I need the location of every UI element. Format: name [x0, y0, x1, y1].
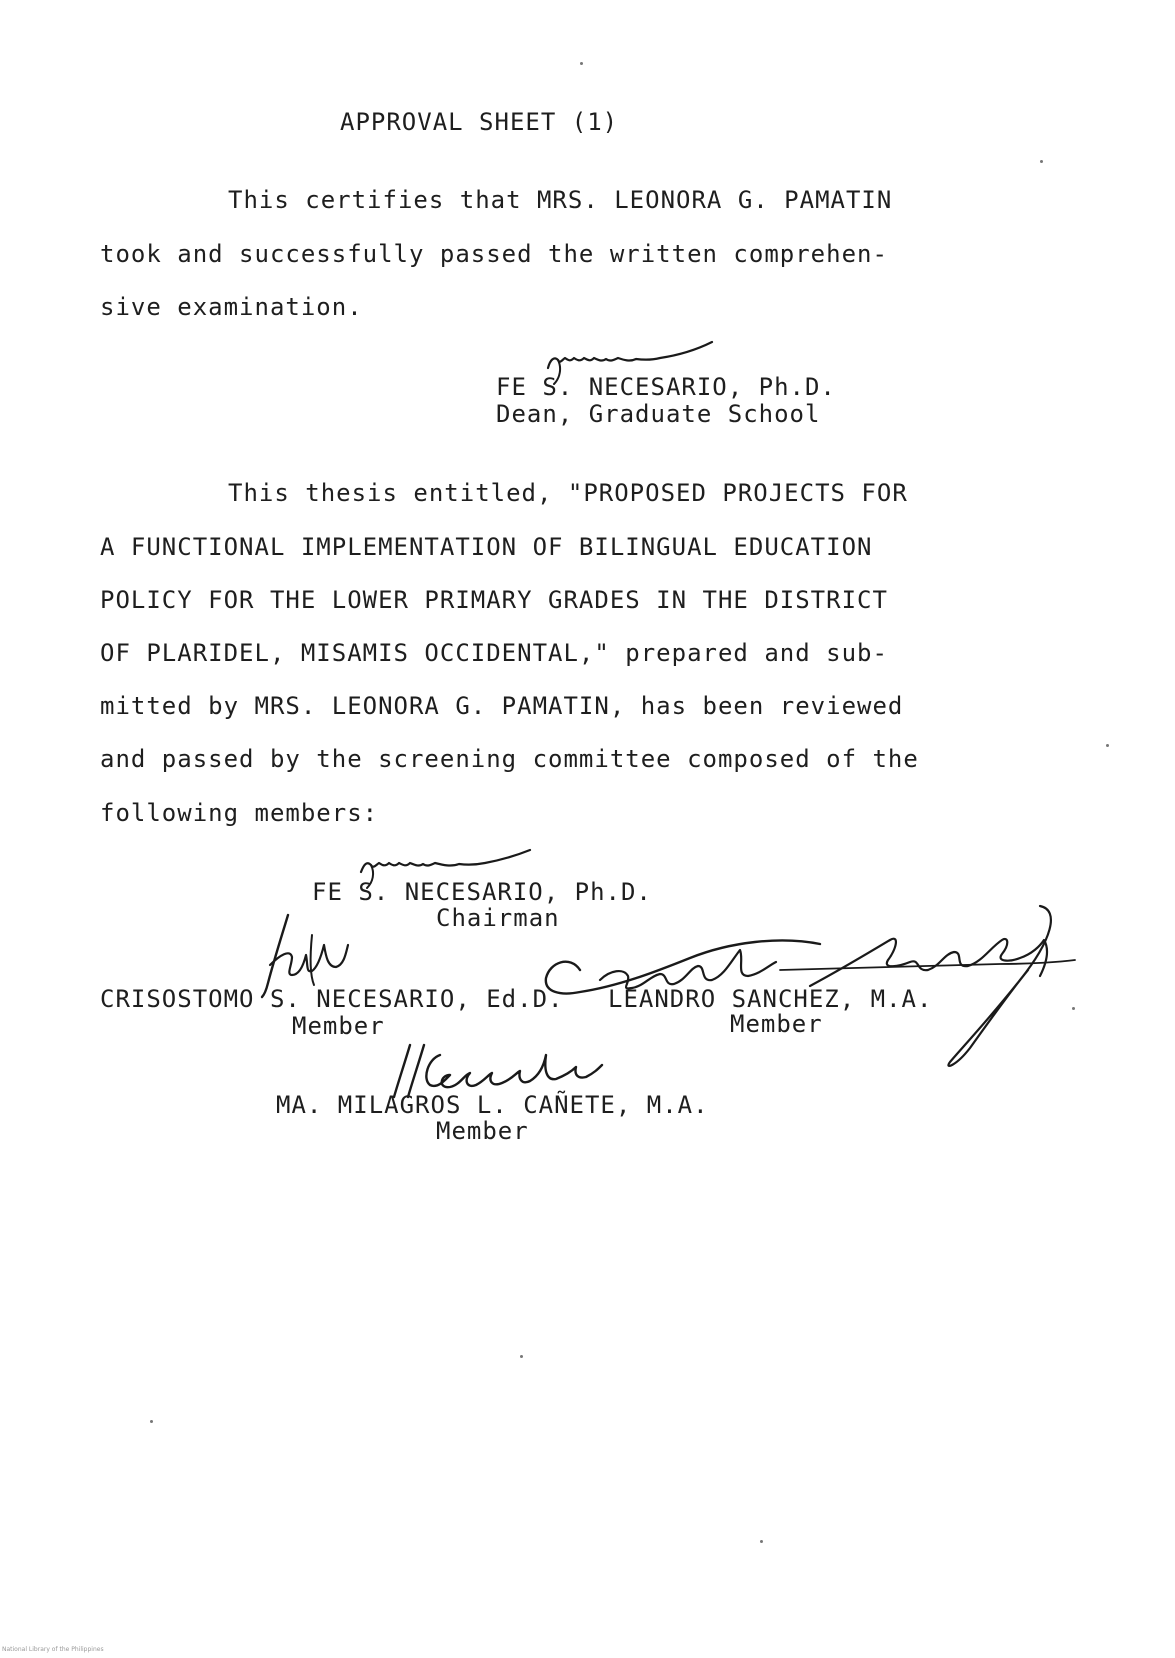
scan-footer-text: National Library of the Philippines — [2, 1646, 104, 1653]
member-1-name: CRISOSTOMO S. NECESARIO, Ed.D. — [100, 985, 564, 1013]
certification-line-1: This certifies that MRS. LEONORA G. PAMATIN — [228, 186, 893, 214]
scan-speck — [1072, 1007, 1075, 1010]
member-1-role: Member — [292, 1012, 385, 1040]
member-2-name: LEANDRO SANCHEZ, M.A. — [608, 985, 933, 1013]
thesis-line-4: OF PLARIDEL, MISAMIS OCCIDENTAL," prepared and sub- — [100, 639, 888, 667]
scan-speck — [520, 1355, 523, 1358]
member-2-role: Member — [730, 1010, 823, 1038]
thesis-line-1: This thesis entitled, "PROPOSED PROJECTS FOR — [228, 479, 908, 507]
scan-speck — [580, 62, 583, 65]
dean-name: FE S. NECESARIO, Ph.D. — [496, 373, 836, 401]
thesis-line-2: A FUNCTIONAL IMPLEMENTATION OF BILINGUAL EDUCATION — [100, 533, 873, 561]
page-title: APPROVAL SHEET (1) — [340, 108, 619, 136]
scan-speck — [150, 1420, 153, 1423]
thesis-line-5: mitted by MRS. LEONORA G. PAMATIN, has been reviewed — [100, 692, 904, 720]
thesis-line-7: following members: — [100, 799, 379, 827]
chairman-name: FE S. NECESARIO, Ph.D. — [312, 878, 652, 906]
thesis-line-3: POLICY FOR THE LOWER PRIMARY GRADES IN THE DISTRICT — [100, 586, 888, 614]
member-3-name: MA. MILAGROS L. CAÑETE, M.A. — [276, 1091, 709, 1119]
member-3-role: Member — [436, 1117, 529, 1145]
scan-speck — [1106, 744, 1109, 747]
dean-role: Dean, Graduate School — [496, 400, 821, 428]
certification-line-3: sive examination. — [100, 293, 363, 321]
certification-line-2: took and successfully passed the written comprehen- — [100, 240, 888, 268]
chairman-role: Chairman — [436, 904, 560, 932]
scan-speck — [760, 1540, 763, 1543]
scan-speck — [1040, 160, 1043, 163]
thesis-line-6: and passed by the screening committee composed of the — [100, 745, 919, 773]
